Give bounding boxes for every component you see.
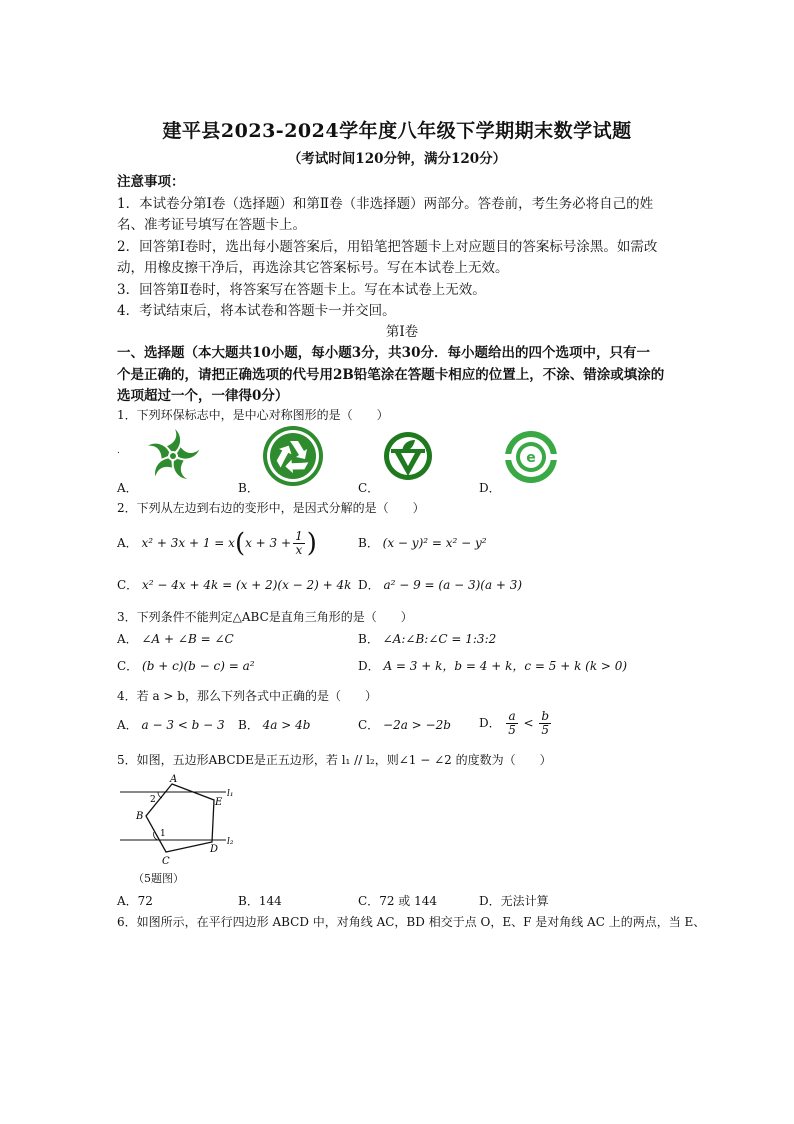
- q4-d-num-1: a: [508, 709, 516, 723]
- section-intro-line-3: 选项超过一个，一律得0分）: [117, 388, 289, 404]
- notice-heading: 注意事项：: [117, 174, 185, 190]
- q5-c-label: C．: [358, 894, 380, 908]
- q5-a-text: 72: [137, 894, 153, 908]
- exam-subtitle: （考试时间120分钟，满分120分）: [287, 151, 507, 167]
- q4-d-num-2: b: [541, 709, 550, 723]
- notice-item-1-line-1: 1．本试卷分第Ⅰ卷（选择题）和第Ⅱ卷（非选择题）两部分。答卷前，考生务必将自己的姓: [117, 196, 654, 212]
- label-e: E: [215, 797, 223, 808]
- q2-b-label: B．: [358, 536, 379, 550]
- q2-c-label: C．: [117, 578, 139, 592]
- q5-d-label: D．: [479, 894, 501, 908]
- q1-option-d: D．: [479, 481, 501, 495]
- notice-item-1-line-2: 名、准考证号填写在答题卡上。: [117, 217, 306, 233]
- section-intro-line-2: 个是正确的，请把正确选项的代号用2B铅笔涂在答题卡相应的位置上，不涂、错涂或填涂的: [117, 367, 665, 383]
- label-angle-1: 1: [160, 829, 166, 839]
- q5-option-d: [479, 892, 549, 909]
- q1-option-b: B．: [238, 481, 259, 495]
- logo-e-letter: e: [526, 450, 536, 466]
- notice-item-4: 4．考试结束后，将本试卷和答题卡一并交回。: [117, 303, 396, 319]
- q3-c-text: (b + c)(b − c) = a²: [142, 659, 255, 673]
- q2-option-c: [117, 576, 351, 593]
- q2-d-text: a² − 9 = (a − 3)(a + 3): [383, 578, 523, 592]
- q4-b-label: B．: [238, 718, 259, 732]
- q2-a-fraction: [293, 530, 305, 557]
- q3-a-label: A．: [117, 632, 138, 646]
- q2-a-num: 1: [295, 529, 303, 543]
- q4-c-label: C．: [358, 718, 380, 732]
- q1-option-c: C．: [358, 481, 380, 495]
- pentagon-figure: [114, 770, 244, 870]
- label-c: C: [162, 856, 170, 867]
- q5-option-c: [358, 892, 437, 909]
- energy-saving-logo-icon: [500, 429, 562, 485]
- notice-item-3: 3．回答第Ⅱ卷时，将答案写在答题卡上。写在本试卷上无效。: [117, 282, 486, 298]
- q4-option-d: [479, 706, 553, 740]
- figure-5-caption: （5题图）: [133, 872, 184, 885]
- q3-a-text: ∠A + ∠B = ∠C: [141, 632, 234, 646]
- q4-d-operator: <: [523, 716, 534, 730]
- q3-b-label: B．: [358, 632, 379, 646]
- q2-option-b: [358, 526, 487, 560]
- q2-a-paren-open: (: [234, 528, 246, 559]
- q4-d-label: D．: [479, 716, 501, 730]
- q2-c-text: x² − 4x + 4k = (x + 2)(x − 2) + 4k: [142, 578, 352, 592]
- label-angle-2: 2: [150, 795, 156, 805]
- label-l2: l₂: [227, 837, 234, 847]
- question-1-stem: 1．下列环保标志中，是中心对称图形的是（ ）: [117, 408, 389, 422]
- page-title: 建平县2023-2024学年度八年级下学期期末数学试题: [162, 120, 632, 142]
- q2-option-d: [358, 576, 522, 593]
- q4-d-den-2: 5: [541, 723, 549, 737]
- q2-a-left: x² + 3x + 1 = x: [141, 536, 235, 550]
- q3-option-a: [117, 630, 234, 647]
- label-d: D: [210, 844, 219, 855]
- green-food-logo-icon: [382, 430, 434, 482]
- q3-c-label: C．: [117, 659, 139, 673]
- q4-d-fraction-2: [539, 710, 551, 737]
- q5-d-text: 无法计算: [500, 894, 549, 908]
- q2-a-paren-close: ): [306, 528, 317, 559]
- question-4-stem: 4．若 a > b，那么下列各式中正确的是（ ）: [117, 689, 377, 703]
- q4-d-fraction-1: [506, 710, 517, 737]
- q5-option-b: [238, 892, 282, 909]
- question-6-stem: 6．如图所示，在平行四边形 ABCD 中，对角线 AC，BD 相交于点 O，E、F 是对角线 AC 上的两点，当 E、: [117, 915, 706, 929]
- q2-b-text: (x − y)² = x² − y²: [382, 536, 487, 550]
- q4-option-b: [238, 716, 310, 733]
- label-b: B: [136, 811, 144, 822]
- volume-heading: 第Ⅰ卷: [385, 324, 419, 340]
- recycle-logo-icon: [262, 425, 324, 487]
- question-3-stem: 3．下列条件不能判定△ABC是直角三角形的是（ ）: [117, 610, 413, 624]
- notice-item-2-line-1: 2．回答第Ⅰ卷时，选出每小题答案后，用铅笔把答题卡上对应题目的答案标号涂黑。如需改: [117, 239, 658, 255]
- q5-c-text: 72 或 144: [379, 894, 437, 908]
- question-2-stem: 2．下列从左边到右边的变形中，是因式分解的是（ ）: [117, 501, 425, 515]
- q2-a-label: A．: [117, 536, 138, 550]
- q5-b-text: 144: [258, 894, 282, 908]
- q4-d-den-1: 5: [508, 723, 516, 737]
- notice-item-2-line-2: 动，用橡皮擦干净后，再选涂其它答案标号。写在本试卷上无效。: [117, 260, 509, 276]
- pentagon-abcde: [146, 784, 214, 852]
- q3-b-text: ∠A:∠B:∠C = 1:3:2: [382, 632, 497, 646]
- q2-a-inner: x + 3 +: [245, 536, 292, 550]
- q2-d-label: D．: [358, 578, 380, 592]
- section-intro-line-1: 一、选择题（本大题共10小题，每小题3分，共30分．每小题给出的四个选项中，只有一: [117, 345, 650, 361]
- q5-b-label: B．: [238, 894, 259, 908]
- q3-option-b: [358, 630, 496, 647]
- q2-option-a: [117, 526, 317, 560]
- q5-a-label: A．: [117, 894, 138, 908]
- q2-a-den: x: [295, 543, 303, 557]
- stray-dot: .: [117, 446, 120, 456]
- q4-a-text: a − 3 < b − 3: [141, 718, 225, 732]
- q4-option-a: [117, 716, 225, 733]
- label-l1: l₁: [227, 789, 234, 799]
- question-5-stem: 5．如图，五边形ABCDE是正五边形，若 l₁ // l₂，则∠1 − ∠2 的度数为（ ）: [117, 753, 552, 767]
- pinwheel-logo-icon: [142, 426, 204, 486]
- q3-d-label: D．: [358, 659, 380, 673]
- q5-option-a: [117, 892, 153, 909]
- q4-a-label: A．: [117, 718, 138, 732]
- q3-option-c: [117, 657, 255, 674]
- q4-b-text: 4a > 4b: [262, 718, 311, 732]
- q3-option-d: [358, 657, 627, 674]
- q1-option-a: A．: [117, 481, 138, 495]
- q4-c-text: −2a > −2b: [383, 718, 451, 732]
- q4-option-c: [358, 716, 451, 733]
- q3-d-text: A = 3 + k，b = 4 + k，c = 5 + k (k > 0): [383, 659, 628, 673]
- label-a: A: [170, 774, 178, 785]
